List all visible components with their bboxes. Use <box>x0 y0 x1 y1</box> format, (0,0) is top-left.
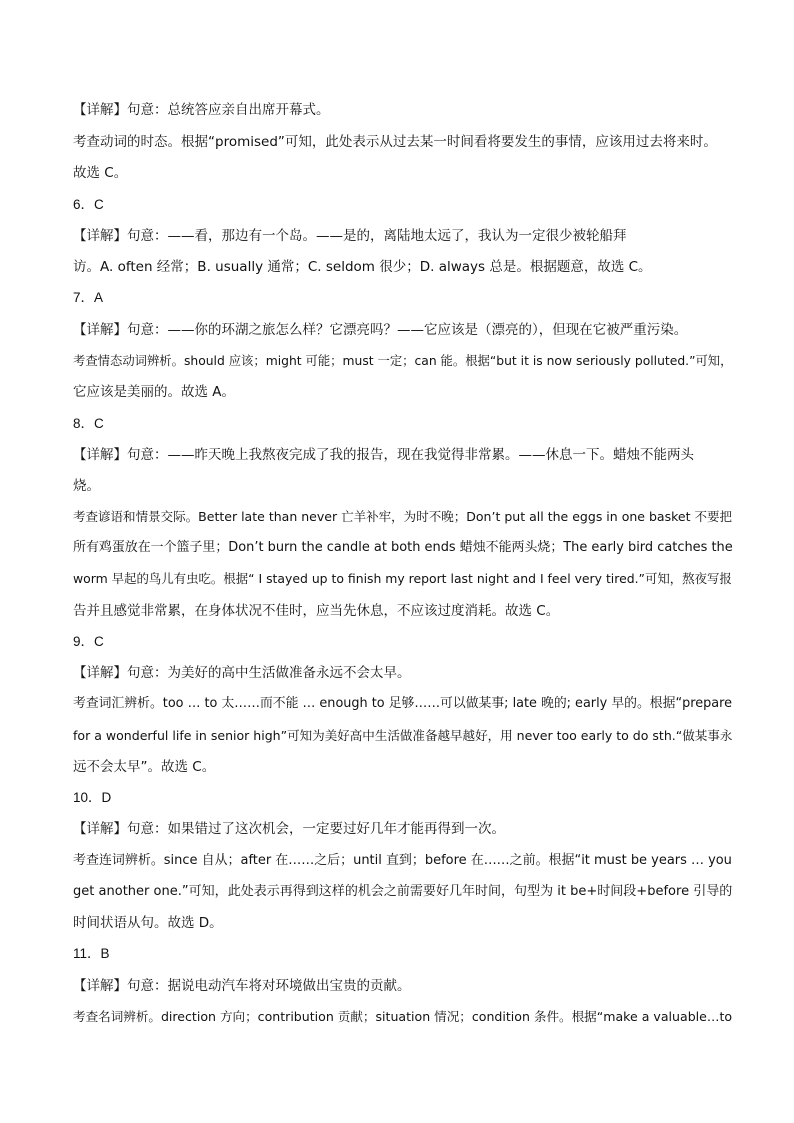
text-line: 考查情态动词辨析。should 应该；might 可能；must 一定；can 能。根据“but it is now seriously polluted.”可知， <box>73 354 733 368</box>
explanation-line: 【详解】句意：为美好的高中生活做准备永远不会太早。 <box>73 665 411 681</box>
text-line: 考查谚语和情景交际。Better late than never 亡羊补牢，为时不晚；Don’t put all the eggs in one basket 不要把 <box>73 509 733 524</box>
text-line: for a wonderful life in senior high”可知为美好高中生活做准备越早越好，用 never too early to do sth.“做某事永 <box>73 728 733 743</box>
text-line: 访。A. often 经常；B. usually 通常；C. seldom 很少；D. always 总是。根据题意，故选 C。 <box>73 259 652 275</box>
text-line: get another one.”可知，此处表示再得到这样的机会之前需要好几年时间，句型为 it be+时间段+before 引导的 <box>73 884 733 899</box>
text-line: 它应该是美丽的。故选 A。 <box>73 384 236 400</box>
question-number: 7．A <box>73 290 104 305</box>
text-line: 远不会太早”。故选 C。 <box>73 759 216 775</box>
text-line: worm 早起的鸟儿有虫吃。根据“ I stayed up to finish my report last night and I feel very tired.”可知，熬夜写报 <box>73 571 732 586</box>
text-line: 告并且感觉非常累，在身体状况不佳时，应当先休息，不应该过度消耗。故选 C。 <box>73 603 560 619</box>
explanation-line: 【详解】句意：如果错过了这次机会，一定要过好几年才能再得到一次。 <box>73 821 505 837</box>
explanation-line: 【详解】句意：总统答应亲自出席开幕式。 <box>73 102 330 118</box>
explanation-line: 【详解】句意：——看，那边有一个岛。——是的，离陆地太远了，我认为一定很少被轮船拜 <box>73 228 627 244</box>
text-line: 考查名词辨析。direction 方向；contribution 贡献；situation 情况；condition 条件。根据“make a valuable…to <box>73 1009 733 1024</box>
text-line: 考查连词辨析。since 自从；after 在……之后；until 直到；before 在……之前。根据“it must be years … you <box>73 853 732 868</box>
text-line: 烧。 <box>73 478 100 494</box>
question-number: 10．D <box>73 790 112 805</box>
explanation-line: 【详解】句意：——昨天晚上我熬夜完成了我的报告，现在我觉得非常累。——休息一下。蜡烛不能两头 <box>73 447 694 463</box>
text-line: 时间状语从句。故选 D。 <box>73 915 223 931</box>
question-number: 11．B <box>73 946 110 961</box>
question-number: 6．C <box>73 197 104 212</box>
text-line: 考查词汇辨析。too … to 太……而不能 … enough to 足够……可以做某事; late 晚的; early 早的。根据“prepare <box>73 696 733 711</box>
explanation-line: 【详解】句意：——你的环湖之旅怎么样？它漂亮吗？——它应该是（漂亮的），但现在它被严重污染。 <box>73 322 688 338</box>
explanation-line: 【详解】句意：据说电动汽车将对环境做出宝贵的贡献。 <box>73 978 411 994</box>
question-number: 9．C <box>73 634 104 649</box>
text-line: 故选 C。 <box>73 165 128 181</box>
text-line: 所有鸡蛋放在一个篮子里；Don’t burn the candle at both ends 蜡烛不能两头烧；The early bird catches the <box>73 540 733 555</box>
text-line: 考查动词的时态。根据“promised”可知，此处表示从过去某一时间看将要发生的事情，应该用过去将来时。 <box>73 134 717 150</box>
question-number: 8．C <box>73 416 104 431</box>
